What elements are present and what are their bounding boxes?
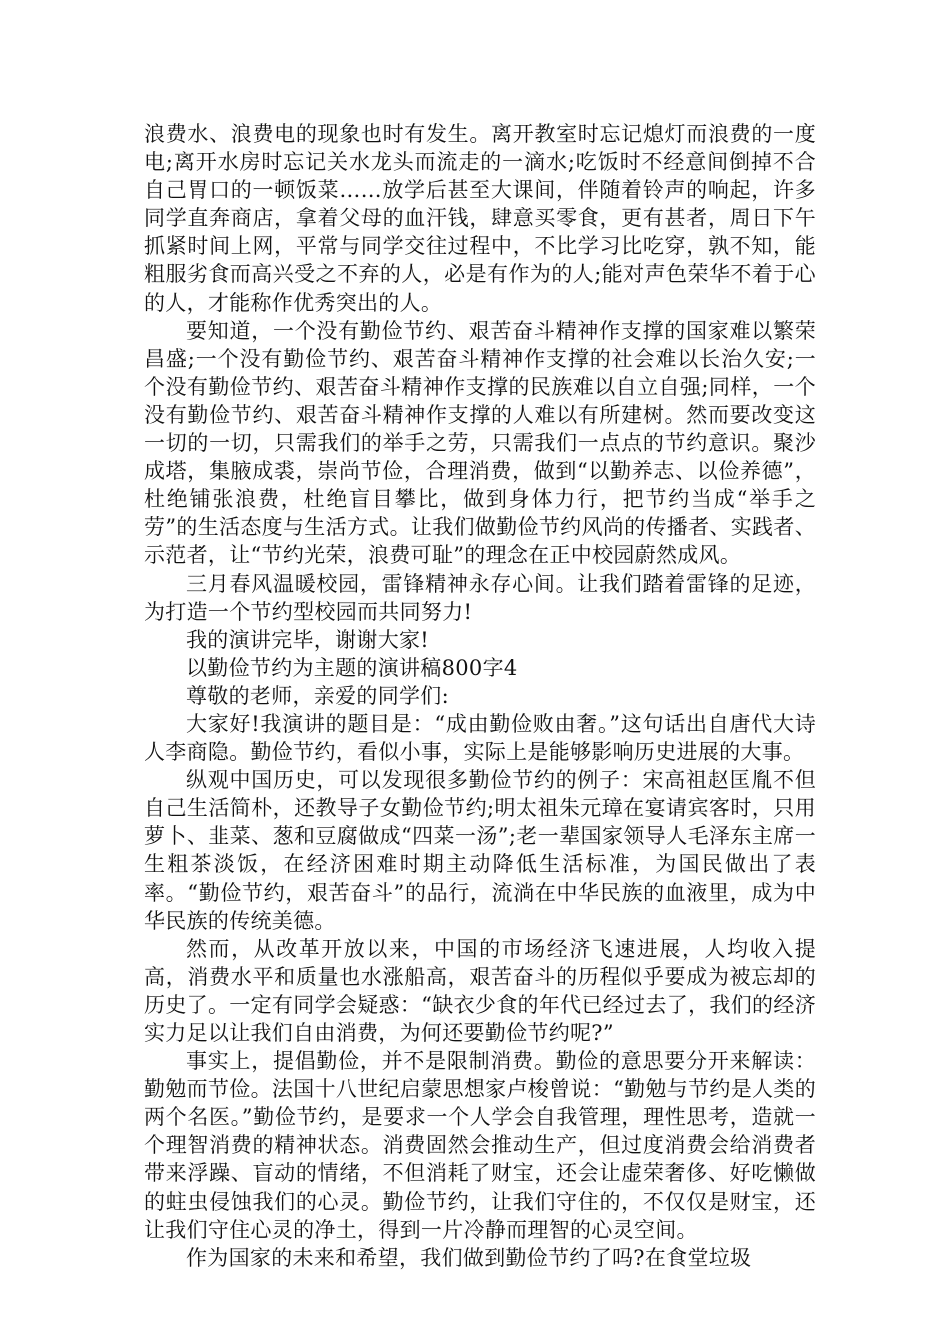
paragraph: 事实上，提倡勤俭，并不是限制消费。勤俭的意思要分开来解读：勤勉而节俭。法国十八世纪启蒙思想家卢梭曾说：“勤勉与节约是人类的两个名医。”勤俭节约，是要求一个人学会自我管理，理性思考，造就一个理智消费的精神状态。消费固然会推动生产，但过度消费会给消费者带来浮躁、盲动的情绪，不但消耗了财宝，还会让虚荣奢侈、好吃懒做的蛀虫侵蚀我们的心灵。勤俭节约，让我们守住的，不仅仅是财宝，还让我们守住心灵的净土，得到一片冷静而理智的心灵空间。 xyxy=(144,1049,816,1242)
salutation: 尊敬的老师，亲爱的同学们: xyxy=(186,683,449,708)
paragraph: 作为国家的未来和希望，我们做到勤俭节约了吗?在食堂垃圾 xyxy=(186,1245,752,1270)
paragraph: 要知道，一个没有勤俭节约、艰苦奋斗精神作支撑的国家难以繁荣昌盛;一个没有勤俭节约、艰苦奋斗精神作支撑的社会难以长治久安;一个没有勤俭节约、艰苦奋斗精神作支撑的民族难以自立自强;同样，一个没有勤俭节约、艰苦奋斗精神作支撑的人难以有所建树。然而要改变这一切的一切，只需我们的举手之劳，只需我们一点点的节约意识。聚沙成塔，集腋成裘，崇尚节俭，合理消费，做到“以勤养志、以俭养德”，杜绝铺张浪费，杜绝盲目攀比，做到身体力行，把节约当成“举手之劳”的生活态度与生活方式。让我们做勤俭节约风尚的传播者、实践者、示范者，让“节约光荣，浪费可耻”的理念在正中校园蔚然成风。 xyxy=(144,318,816,568)
paragraph: 纵观中国历史，可以发现很多勤俭节约的例子：宋高祖赵匡胤不但自己生活简朴，还教导子女勤俭节约;明太祖朱元璋在宴请宾客时，只用萝卜、韭菜、葱和豆腐做成“四菜一汤”;老一辈国家领导人毛泽东主席一生粗茶淡饭，在经济困难时期主动降低生活标准，为国民做出了表率。“勤俭节约，艰苦奋斗”的品行，流淌在中华民族的血液里，成为中华民族的传统美德。 xyxy=(144,768,816,933)
paragraph: 我的演讲完毕，谢谢大家! xyxy=(186,627,430,652)
section-heading: 以勤俭节约为主题的演讲稿800字4 xyxy=(186,655,518,680)
paragraph: 三月春风温暖校园，雷锋精神永存心间。让我们踏着雷锋的足迹，为打造一个节约型校园而共同努力! xyxy=(144,571,816,624)
paragraph: 然而，从改革开放以来，中国的市场经济飞速进展，人均收入提高，消费水平和质量也水涨船高，艰苦奋斗的历程似乎要成为被忘却的历史了。一定有同学会疑惑：“缺衣少食的年代已经过去了，我们的经济实力足以让我们自由消费，为何还要勤俭节约呢?” xyxy=(144,936,816,1045)
paragraph: 大家好!我演讲的题目是：“成由勤俭败由奢。”这句话出自唐代大诗人李商隐。勤俭节约，看似小事，实际上是能够影响历史进展的大事。 xyxy=(144,711,816,765)
paragraph: 浪费水、浪费电的现象也时有发生。离开教室时忘记熄灯而浪费的一度电;离开水房时忘记关水龙头而流走的一滴水;吃饭时不经意间倒掉不合自己胃口的一顿饭菜……放学后甚至大课间，伴随着铃声的响起，许多同学直奔商店，拿着父母的血汗钱，肆意买零食，更有甚者，周日下午抓紧时间上网，平常与同学交往过程中，不比学习比吃穿，孰不知，能粗服劣食而高兴受之不弃的人，必是有作为的人;能对声色荣华不着于心的人，才能称作优秀突出的人。 xyxy=(144,122,816,315)
document-body xyxy=(144,120,816,1272)
